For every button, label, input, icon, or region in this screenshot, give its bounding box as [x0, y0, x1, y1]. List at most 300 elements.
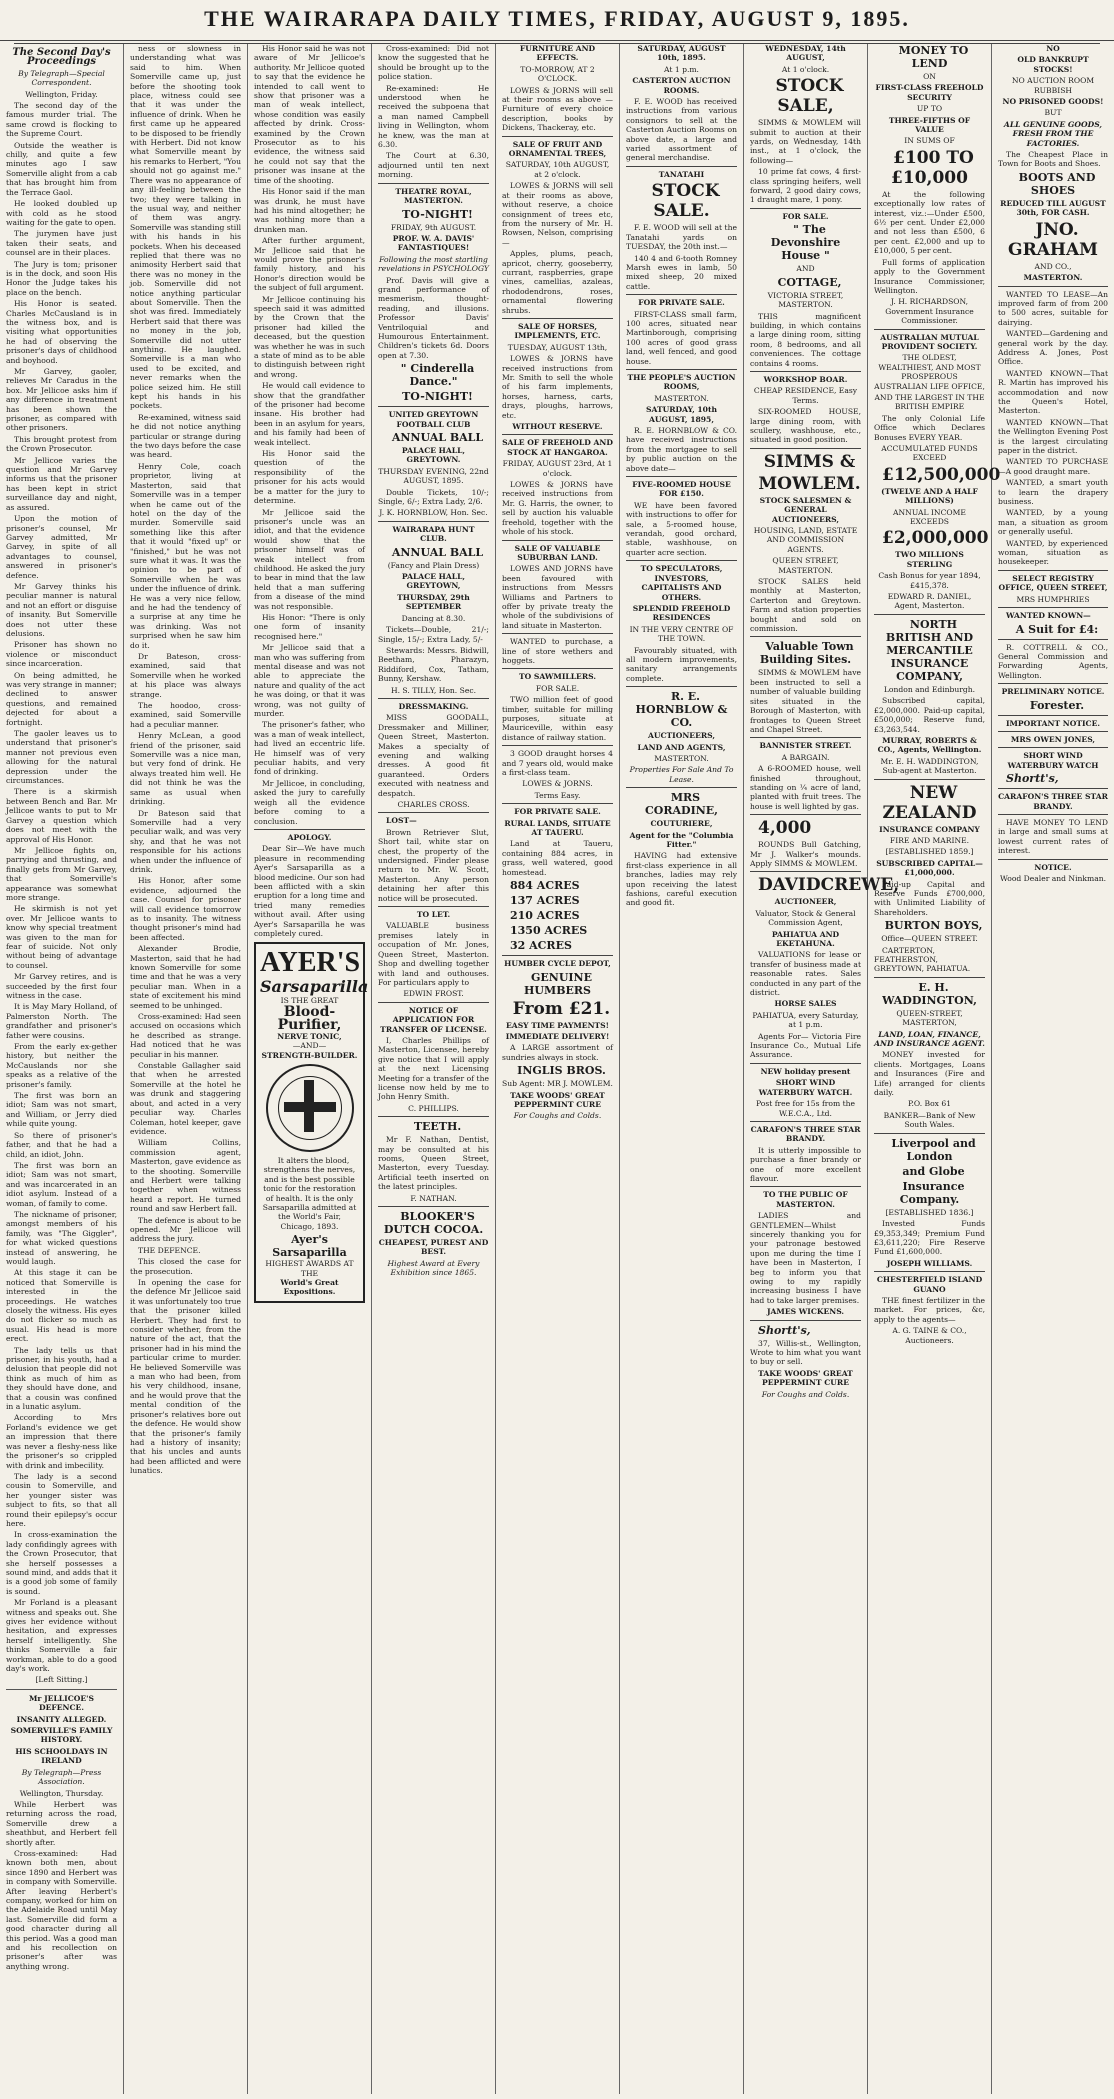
dressmaking-sign: CHARLES CROSS.: [397, 800, 470, 809]
sale-date: SATURDAY, 10th AUGUST, at 2 o'clock.: [505, 160, 610, 179]
column-1: [0, 44, 124, 2094]
coradine-agent: Agent for the "Columbia Fitter.": [629, 830, 734, 849]
speculators-title: TO SPECULATORS, INVESTORS, CAPITALISTS AND OTHERS.: [640, 564, 723, 602]
dateline: Wellington, Friday.: [25, 89, 98, 99]
theatre-tonight: TO-NIGHT!: [402, 207, 473, 221]
nz-agents-sub: Office—QUEEN STREET.: [881, 934, 978, 944]
nz-sub2: FIRE AND MARINE.: [889, 835, 970, 845]
woods-coughs-2: For Coughs and Colds.: [761, 1389, 850, 1399]
column-2: [124, 44, 248, 2094]
article-paragraph: The first was born an idiot; Sam was not smart, and William, or Jerry died while quite young.: [6, 1091, 117, 1129]
wanted-item: WANTED KNOWN—That the Wellington Evening Post is the largest circulating paper in the district.: [998, 417, 1108, 455]
cycle-title: HUMBER CYCLE DEPOT,: [504, 959, 611, 969]
public-notice: [750, 1186, 861, 1316]
coradine-ad: [626, 787, 737, 908]
shortts-ad: [750, 1320, 861, 1399]
article-paragraph: At this stage it can be noticed that Somerville is interested in the proceedings. He watches closely the witness. His eyes do not flicker so much as usual. His head is more erect.: [6, 1268, 117, 1344]
nz-agents: BURTON BOYS,: [884, 919, 983, 933]
divider: [6, 1689, 117, 1690]
davidcrewe-sub: AUCTIONEER,: [774, 897, 837, 907]
graham-place: MASTERTON.: [1023, 273, 1083, 283]
column-7: [744, 44, 900, 2094]
column-5: [496, 44, 620, 2094]
article-paragraph: His Honor said the question of the responsibility of the prisoner for his acts would be a matter for the jury to determine.: [254, 449, 365, 506]
simms-sub2: HOUSING, LAND, ESTATE AND COMMISSION AGENTS.: [753, 526, 858, 554]
hornblow-title: R. E. HORNBLOW & CO.: [635, 690, 728, 730]
sawmillers-title: TO SAWMILLERS.: [518, 672, 597, 682]
goods-text: 3 GOOD draught horses 4 and 7 years old, would make a first-class team.: [502, 749, 613, 778]
wanted-text: WANTED to purchase, a line of store wethers and hoggets.: [502, 637, 613, 665]
auction-rooms-date: SATURDAY, 10th AUGUST, 1895,: [646, 405, 717, 424]
exposition-seal-icon: [266, 1064, 354, 1152]
ayer-footer-brand: Ayer's Sarsaparilla: [272, 1233, 347, 1260]
teeth-sign: F. NATHAN.: [410, 1193, 457, 1203]
rural-text: Land at Taueru, containing 884 acres, in grass, well watered, good homestead.: [502, 839, 613, 877]
heading-defence: Mr JELLICOE'S DEFENCE.: [29, 1693, 94, 1713]
hornblow-sub2: LAND AND AGENTS,: [637, 742, 726, 752]
saturday-title: SATURDAY, AUGUST 10th, 1895.: [637, 44, 726, 63]
private-text: FIRST-CLASS small farm, 100 acres, situated near Martinborough, comprising 100 acres of good grass land, well fenced, and good house.: [626, 309, 737, 366]
amp-text: The only Colonial Life Office which Declares Bonuses EVERY YEAR.: [874, 413, 985, 442]
davidcrewe-place: PAHIATUA AND EKETAHUNA.: [771, 929, 840, 948]
auction-rooms-sub: MASTERTON.: [654, 393, 709, 403]
hunt-venue: PALACE HALL, GREYTOWN,: [401, 572, 466, 591]
money-ad: [998, 814, 1108, 856]
without-reserve: WITHOUT RESERVE.: [512, 422, 603, 432]
bannister-text: A 6-ROOMED house, well finished throughout, standing on ¼ acre of land, planted with fruit trees. The house is well lighted by gas.: [750, 764, 861, 811]
article-body: [6, 101, 117, 1673]
tanatahi-sale-ad: [626, 166, 737, 291]
lost-ad: [378, 812, 489, 903]
waddington-place: QUEEN-STREET, MASTERTON,: [896, 1008, 963, 1028]
wood-dealer: Wood Dealer and Ninkman.: [999, 874, 1107, 883]
speculators-sub2: IN THE VERY CENTRE OF THE TOWN.: [629, 624, 734, 644]
cycle-sub: GENUINE HUMBERS: [524, 970, 592, 997]
teeth-title: TEETH.: [413, 1120, 462, 1134]
hunt-note: (Fancy and Plain Dress): [387, 560, 480, 570]
terms-easy: Terms Easy.: [534, 790, 581, 800]
goods-ad: [502, 745, 613, 800]
hunt-tickets: Tickets—Double, 21/-; Single, 15/-; Extra Lady, 5/-: [378, 625, 489, 644]
cottrell-text: R. COTTRELL & CO., General Commission and Forwarding Agents, Wellington.: [998, 642, 1108, 680]
cycle-price: From £21.: [512, 998, 611, 1019]
graham-old: OLD BANKRUPT STOCKS!: [1017, 55, 1089, 74]
notice-title: NOTICE OF APPLICATION FOR TRANSFER OF LICENSE.: [380, 1005, 487, 1034]
article-paragraph: Re-examined, witness said he did not notice anything particular or strange during the two days before the case was heard.: [130, 412, 241, 460]
owen-title: MRS OWEN JONES,: [1010, 734, 1096, 744]
wednesday-time: At 1 o'clock.: [781, 64, 830, 74]
apology-title: APOLOGY.: [287, 832, 332, 842]
article-paragraph: Mr Jellicoe continuing his speech said it was admitted by the Crown that the prisoner had killed the deceased, but the question was whether he was in such a state of mind as to be able to distinguish between right and wrong.: [254, 294, 365, 379]
amp-society-ad: [874, 329, 1001, 611]
article-paragraph: His Honor said if the man was drunk, he must have had his mind altogether; he was nothing more than a drunken man.: [254, 187, 365, 234]
registry-ad: [998, 570, 1108, 604]
hunt-sec: H. S. TILLY, Hon. Sec.: [390, 685, 476, 695]
article-paragraph: He looked doubled up with cold as he stood waiting for the gate to open.: [6, 199, 117, 227]
wanted-item: WANTED, by a young man, a situation as groom or generally useful.: [998, 508, 1108, 537]
nz-sub: INSURANCE COMPANY: [879, 824, 980, 834]
workshop-ad: [750, 371, 861, 445]
money-to-lend-ad: [874, 44, 985, 326]
nbm-local: Mr. E. H. WADDINGTON, Sub-agent at Masterton.: [880, 756, 979, 776]
graham-prisoned: NO PRISONED GOODS!: [1002, 97, 1104, 107]
article-paragraph: William Collins, commission agent, Masterton, gave evidence as to the shooting. Somerville and Herbert were talking together when witness heard a report. He turned round and saw Herbert fall.: [130, 1138, 241, 1214]
devonshire-text: THIS magnificent building, in which contains a large dining room, sitting room, 8 bedrooms, and all conveniences. The cottage contains 4 rooms.: [750, 311, 861, 368]
cycle-easy: EASY TIME PAYMENTS!: [506, 1020, 609, 1030]
important-title: IMPORTANT NOTICE.: [1005, 718, 1101, 728]
workshop-text: SIX-ROOMED HOUSE, large dining room, with scullery, washhouse, etc., situated in good position.: [750, 407, 861, 445]
money-in-sums: IN SUMS OF: [904, 136, 955, 146]
article-paragraph: The first was born an idiot; Sam was not smart, and was incarcerated in an idiot asylum. Instead of a woman, of family to come.: [6, 1160, 117, 1208]
column-9: [992, 44, 1114, 2094]
brandy-text: It is utterly impossible to purchase a finer brandy or one of more excellent flavour.: [750, 1145, 861, 1183]
devonshire-for-sale: FOR SALE.: [782, 211, 829, 221]
govt-sign: J. H. RICHARDSON, Government Insurance Commissioner.: [885, 297, 974, 326]
devonshire-ad: [750, 208, 861, 368]
license-notice: [378, 1002, 489, 1113]
shortts-addr: 37, Willis-st., Wellington, Wrote to him what you want to buy or sell.: [750, 1338, 861, 1367]
govt-text: Full forms of application apply to the Government Insurance Commissioner, Wellington.: [874, 257, 985, 295]
column-6: [620, 44, 744, 2094]
waterbury-sub: SHORT WIND WATERBURY WATCH.: [758, 1078, 853, 1097]
forester: Forester.: [1029, 698, 1085, 712]
ayer-product: Sarsaparilla: [260, 977, 369, 997]
heading-family: SOMERVILLE'S FAMILY HISTORY.: [10, 1726, 113, 1745]
hornblow-ad: [626, 686, 737, 784]
nz-places: CARTERTON, FEATHERSTON, GREYTOWN, PAHIATUA.: [874, 945, 971, 974]
ayer-line1: Blood-Purifier,: [277, 1003, 342, 1033]
dalefield-text: ROUNDS Bull Gatching, Mr J. Walker's mounds. Apply SIMMS & MOWLEM.: [750, 840, 861, 868]
article-paragraph: While Herbert was returning across the road, Somerville drew a sheathbut, and Herbert fell shortly after.: [6, 1799, 117, 1847]
graham-but: BUT: [1044, 108, 1062, 118]
dressmaking-ad: [378, 698, 489, 809]
cocoa-ad: [378, 1206, 489, 1278]
guano-sign: A. G. TAINE & CO., Auctioneers.: [892, 1326, 967, 1345]
dressmaking-title: DRESSMAKING.: [398, 701, 469, 711]
article-paragraph: Prisoner has shown no violence or misconduct since incarceration.: [6, 640, 117, 669]
ball-venue: PALACE HALL, GREYTOWN.: [401, 446, 466, 465]
speculators-ad: [626, 560, 737, 683]
building-sites-ad: [750, 636, 861, 734]
article-paragraph: He skirmish is not yet over. Mr Jellicoe wants to know why special treatment was given to the man for fear of suicide. Not only without being of advantage to counsel.: [6, 904, 117, 970]
waddington-ad: [874, 977, 985, 1130]
devonshire-place: VICTORIA STREET, MASTERTON.: [767, 290, 844, 310]
article-paragraph: He would call evidence to show that the grandfather of the prisoner had become insane. His brother had been in an asylum for years, and his family had been of weak intellect.: [254, 381, 365, 447]
cycle-immediate: IMMEDIATE DELIVERY!: [505, 1031, 610, 1041]
article-paragraph: Cross-examined: Had known both men, about since 1890 and Herbert was in company with Somerville. After leaving Herbert's company, worked for him on the Adelaide Road until May last. Somerville did form a good character during all this period. Was a good man and his recollection on prisoner's after was anything wrong.: [6, 1848, 117, 1971]
article-paragraph: The prisoner's father, who was a man of weak intellect, had lived an eccentric life. He himself was of very peculiar habits, and very fond of drinking.: [254, 720, 365, 777]
article-paragraph: The jurymen have just taken their seats, and counsel are in their places.: [6, 229, 117, 258]
bannister-title: BANNISTER STREET.: [759, 741, 852, 751]
article-paragraph: Mr Garvey thinks his peculiar manner is natural and not an effort or disguise of insanity. But Somerville does not utter these delusions.: [6, 581, 117, 638]
bannister-sub: A BARGAIN.: [781, 752, 830, 762]
simms-text: STOCK SALES held monthly at Masterton, Carterton and Greytown. Farm and station properties bought and sold on commission.: [750, 577, 861, 634]
dalefield-amount: 4,000: [758, 818, 812, 839]
notice-sign: C. PHILLIPS.: [408, 1103, 459, 1113]
coradine-sub: COUTURIERE,: [650, 819, 713, 829]
cocoa-text: Highest Award at Every Exhibition since 1865.: [387, 1258, 480, 1278]
article-paragraph: Mr Forland is a pleasant witness and speaks out. She gives her evidence without hesitation, and expresses herself intelligently. She thinks Somerville a fair workman, able to do a good day's work.: [6, 1598, 117, 1674]
article-paragraph: The lady is a second cousin to Somerville, and her younger sister was subject to fits, so that all round their epilepsy's occur here.: [6, 1471, 117, 1528]
article-body-2: [6, 1800, 117, 1971]
implements-title: SALE OF HORSES, IMPLEMENTS, ETC.: [514, 321, 601, 341]
waddington-title: E. H. WADDINGTON,: [882, 980, 977, 1007]
amp-funds-words: (TWELVE AND A HALF MILLIONS): [881, 486, 978, 506]
simms-sub: STOCK SALESMEN & GENERAL AUCTIONEERS,: [759, 495, 852, 524]
owen-jones-ad: [998, 731, 1108, 744]
graham-genuine: ALL GENUINE GOODS, FRESH FROM THE FACTORIES.: [1003, 119, 1103, 148]
article-paragraph: His Honor, after some evidence, adjourned the case. Counsel for prisoner will call evidence tomorrow as to insanity. The witness thought prisoner's mind had been affected.: [130, 876, 241, 942]
ayers-sarsaparilla-ad: [254, 942, 369, 1303]
goods-sign: LOWES & JORNS.: [522, 779, 593, 789]
liverpool-sub: and Globe: [902, 1164, 965, 1178]
article-paragraph: Re-examined: He understood when he received the subpoena that a man named Campbell living in Wellington, whom he knew, was the man at 6.30.: [378, 83, 489, 150]
theatre-act: PROF. W. A. DAVIS' FANTASTIQUES!: [392, 233, 475, 253]
notice-ad: [998, 859, 1108, 884]
article-paragraph: Cross-examined: Had seen accused on occasions which he described as strange. Had noticed that he was peculiar in his manner.: [130, 1012, 241, 1059]
guano-text: THE finest fertilizer in the market. For prices, &c, apply to the agents—: [874, 1295, 985, 1324]
article-paragraph: Alexander Brodie, Masterton, said that he had known Somerville for some time and that he was a very peculiar man. When in a state of excitement his mind seemed to be unhinged.: [130, 944, 241, 1010]
rural-lands-ad: [502, 803, 613, 952]
theatre-cinderella: " Cinderella Dance.": [400, 362, 475, 389]
money-amount: £100 TO £10,000: [891, 147, 974, 188]
freehold-date: FRIDAY, AUGUST 23rd, At 1 o'clock.: [502, 459, 613, 478]
graham-reduced: REDUCED TILL AUGUST 30th, FOR CASH.: [1000, 198, 1106, 218]
ball-club: UNITED GREYTOWN FOOTBALL CLUB: [388, 410, 479, 429]
article-paragraph: ness or slowness in understanding what was said to him. When Somerville came up, just before the shooting took place, witness could see that it was under the influence of drink. When he first came up he appeared to be disposed to be friendly with Herbert. Did not know what Somerville meant by his remarks to Herbert, "You should not go against me." There was no appearance of any ill-feeling between the two; they were talking in the usual way, and neither of them was angry. Somerville was standing still with his hands in his pockets. When his deceased replied that there was no animosity Herbert said that there was no money in the job. Somerville did not notice anything particular about Somerville. Then the shot was fired. Immediately Herbert said that there was no money in the job, Somerville did not utter anything. He laughed. Somerville is a man who used to be excited, and never remarks when the police seized him. He still kept his hands in his pockets.: [130, 44, 241, 411]
implements-date: TUESDAY, AUGUST 13th,: [507, 342, 608, 352]
cottrell-ad: [998, 639, 1108, 681]
horse-sales-title: HORSE SALES: [774, 999, 837, 1009]
suit-ad: [998, 607, 1108, 635]
nbm-title: NORTH BRITISH AND MERCANTILE INSURANCE COMPANY,: [885, 617, 974, 683]
horse-sales-text: PAHIATUA, every Saturday, at 1 p.m.: [752, 1010, 859, 1030]
woods-cure: TAKE WOODS' GREAT PEPPERMINT CURE: [510, 1090, 605, 1109]
masthead-title: THE WAIRARAPA DAILY TIMES, FRIDAY, AUGUST 9, 1895.: [204, 6, 910, 31]
guano-ad: [874, 1271, 985, 1345]
building-title: Valuable Town Building Sites.: [759, 640, 854, 667]
amp-bonus: Cash Bonus for year 1894, £415,378.: [878, 571, 981, 590]
nbm-text: Subscribed capital, £2,000,000. Paid-up capital, £500,000; Reserve fund, £3,263,544.: [874, 696, 985, 734]
article-paragraph: Henry Cole, coach proprietor, living at Masterton, said that Somerville was in a temper when he came out of the hotel on the day of the murder. Somerville said something like this after that it would "fixed up" or "finished," but he was not sure what it was. It was the opinion to be part of Somerville when he was under the influence of drink. He was a very nice fellow, and he had the tendency of a surprise at any time he was drinking. Was not surprised when he saw him do it.: [130, 461, 241, 650]
implements-ad: [502, 318, 613, 431]
hunt-title: WAIRARAPA HUNT CLUB.: [392, 524, 475, 544]
graham-boots-ad: [998, 44, 1108, 283]
workshop-sub: CHEAP RESIDENCE, Easy Terms.: [753, 386, 858, 405]
suit-wanted: WANTED KNOWN—: [1006, 611, 1091, 621]
cottage-title: FIVE-ROOMED HOUSE FOR £150.: [632, 480, 731, 499]
article-paragraph: Mr Garvey retires, and is succeeded by the first four witness in the case.: [6, 972, 117, 1000]
article-paragraph: Mr Jellicoe said the prisoner's uncle was an idiot, and that the evidence would show that the prisoner himself was of weak intellect from childhood. He asked the jury to bear in mind that the law held that a man suffering from a disease of the mind was not responsible.: [254, 507, 365, 611]
column-3: [248, 44, 372, 2094]
ball-date: THURSDAY EVENING, 22nd AUGUST, 1895.: [378, 466, 489, 486]
freehold-ad: [502, 434, 613, 536]
apology-ad: [254, 829, 365, 938]
tanatahi-list: 140 4 and 6-tooth Romney Marsh ewes in lamb, 50 mixed sheep, 20 mixed cattle.: [626, 253, 737, 291]
article-paragraph: Constable Gallagher said that when he arrested Somerville at the hotel he was drunk and staggering about, and acted in a very peculiar way. Charles Coleman, hotel keeper, gave evidence.: [130, 1061, 241, 1136]
money-sub: FIRST-CLASS FREEHOLD SECURITY: [875, 83, 984, 102]
ayer-brand: AYER'S: [260, 947, 361, 979]
article-paragraph: Upon the motion of prisoner's counsel, Mr Garvey admitted, Mr Garvey, in spite of all advantages to counsel, answered in prisoner's defence.: [6, 514, 117, 580]
sale-title: SALE OF FRUIT AND ORNAMENTAL TREES,: [508, 139, 607, 159]
article-paragraph: The defence is about to be opened. Mr Jellicoe will address the jury.: [130, 1215, 241, 1244]
article-paragraph: The second day of the famous murder trial. The same crowd is flocking to the Supreme Court.: [6, 101, 117, 139]
money-text: At the following exceptionally low rates of interest, viz.:—Under £500, 6½ per cent. Under £2,000 and not less than £500, 6 per cent. £2,000 and up to £10,000, 5 per cent.: [874, 189, 985, 256]
article-paragraph: So there of prisoner's father, and that he had a child, an idiot, John.: [6, 1130, 117, 1159]
sawmillers-text: TWO million feet of good timber, suitable for milling purposes, situate at Mauriceville, within easy distance of railway station.: [502, 695, 613, 742]
lost-title: LOST—: [386, 816, 417, 826]
ayer-award: HIGHEST AWARDS AT THE: [265, 1259, 354, 1278]
private-title: FOR PRIVATE SALE.: [638, 298, 725, 308]
money-on: ON: [923, 72, 936, 81]
article-paragraph: Dr Bateson said that Somerville had a very peculiar walk, and was very shy, and that he was not responsible for his actions when under the influence of drink.: [130, 808, 241, 874]
byline: By Telegraph—Special Correspondent.: [18, 68, 105, 88]
to-let-title: TO LET.: [416, 910, 451, 920]
cycle-sub-agent: Sub Agent: MR J. MOWLEM.: [502, 1079, 613, 1089]
lost-text: Brown Retriever Slut, Short tail, white star on chest, the property of the undersigned. Finder please return to Mr. W. Scott, Masterton. Any person detaining her after this notice will be prosecuted.: [378, 827, 489, 903]
waddington-po: P.O. Box 61: [907, 1099, 952, 1109]
article-paragraph: This brought protest from the Crown Prosecutor.: [6, 434, 117, 454]
teeth-ad: [378, 1116, 489, 1203]
waterbury-text: Post free for 15s from the W.E.C.A., Ltd.: [755, 1099, 856, 1118]
davidcrewe-text: VALUATIONS for lease or transfer of business made at reasonable rates. Sales conducted in any part of the district.: [750, 950, 861, 998]
davidcrewe-ad: [750, 871, 900, 1060]
waddington-bank: BANKER—Bank of New South Wales.: [883, 1110, 976, 1130]
heading-insanity: INSANITY ALLEGED.: [16, 1714, 107, 1724]
davidcrewe-sub2: Valuator, Stock & General Commission Agent,: [755, 908, 856, 928]
waterbury-title: NEW holiday present: [760, 1066, 851, 1076]
private-sale-ad: [626, 294, 737, 366]
simms-title2: MOWLEM.: [758, 473, 861, 494]
article-paragraph: His Honor: "There is only one form of insanity recognised here.": [254, 612, 365, 641]
ayer-fairs: World's Great Expositions.: [280, 1278, 339, 1297]
hornblow-place: MASTERTON.: [654, 753, 709, 763]
cycle-agent: INGLIS BROS.: [517, 1064, 606, 1078]
tanatahi-title: STOCK SALE.: [651, 181, 720, 222]
wednesday-sale: STOCK SALE,: [775, 76, 844, 117]
waterbury-ad: [750, 1063, 861, 1118]
money-three-fifths: THREE-FIFTHS OF VALUE: [888, 115, 971, 135]
theatre-date: FRIDAY, 9th AUGUST.: [390, 222, 477, 232]
article-paragraph: Dr Bateson, cross-examined, said that Somerville when he worked at his place was always strange.: [130, 652, 241, 699]
nz-title: NEW ZEALAND: [882, 782, 977, 823]
hunt-ball: ANNUAL BALL: [391, 545, 484, 559]
hunt-date: THURSDAY, 29th SEPTEMBER: [397, 592, 470, 612]
graham-no: NO: [1046, 44, 1060, 53]
furniture-ad: [502, 44, 613, 133]
coradine-text: HAVING had extensive first-class experience in all branches, ladies may rely upon receiving the latest fashions, careful execution and good fit.: [626, 851, 737, 908]
furniture-text: LOWES & JORNS will sell at their rooms as above — Furniture of every choice description, books by Dickens, Thackeray, etc.: [502, 85, 613, 133]
saturday-time: At 1 p.m.: [664, 64, 699, 74]
to-let-sign: EDWIN FROST.: [403, 989, 464, 999]
amp-income: £2,000,000: [882, 528, 989, 549]
devonshire-and: AND: [796, 264, 815, 274]
article-paragraph: The hoodoo, cross-examined, said Somerville had a peculiar manner.: [130, 701, 241, 729]
article-paragraph: From the early ex-gether history, but neither the McCauslands nor she speaks as a relative of the prisoner's family.: [6, 1042, 117, 1089]
apology-text: Dear Sir—We have much pleasure in recommending Ayer's Sarsaparilla as a blood medicine. Our son had been afflicted with a skin eruption for a long time and tried many remedies without avail. After using Ayer's Sarsaparilla he was completely cured.: [254, 844, 365, 938]
humber-cycle-ad: [502, 955, 613, 1121]
waddington-text: MONEY invested for clients. Mortgages, Loans and Insurances (Fire and Life) arranged for clients daily.: [874, 1050, 985, 1098]
public-text: LADIES and GENTLEMEN—Whilst sincerely thanking you for your patronage bestowed upon me during the time I have been in Masterton, I beg to inform you that owing to my rapidly increasing business I have had to take larger premises.: [750, 1211, 861, 1305]
theatre-tonight-2: TO-NIGHT!: [402, 390, 473, 404]
building-text: SIMMS & MOWLEM have been instructed to sell a number of valuable building sites situated in the Borough of Masterton, with frontages to Queen Street and Chapel Street.: [750, 668, 861, 734]
article-paragraph: It is May Mary Holland, of Palmerston North. The grandfather and prisoner's father were cousins.: [6, 1002, 117, 1040]
byline-2: By Telegraph—Press Association.: [21, 1767, 102, 1787]
north-british-ad: [874, 614, 985, 776]
coradine-title: MRS CORADINE,: [645, 791, 718, 818]
article-body: [130, 44, 241, 1476]
to-let-ad: [378, 906, 489, 999]
implements-text: LOWES & JORNS have received instructions from Mr. Smith to sell the whole of his farm implements, horses, harness, carts, drays, ploughs, harrows, etc.: [502, 354, 613, 420]
article-paragraph: Mr Garvey, gaoler, relieves Mr Caradus in the box. Mr Jellicoe asks him if any difference in treatment has been shown the prisoner, as compared with other prisoners.: [6, 367, 117, 433]
liverpool-sub2: Insurance Company.: [899, 1179, 965, 1206]
freehold-title: SALE OF FREEHOLD AND STOCK AT HANGAROA.: [502, 438, 613, 457]
nz-text: Paid-up Capital and Reserve Funds £700,000, with Unlimited Liability of Shareholders.: [874, 879, 985, 917]
article-paragraph: The gaoler leaves us to understand that prisoner's manner not previous even allowing for the natural depression under the circumstances.: [6, 729, 117, 786]
hunt-stewards: Stewards: Messrs. Bidwill, Beetham, Pharazyn, Riddiford, Cox, Tatham, Bunny, Kershaw.: [378, 645, 489, 684]
simms-mowlem-ad: [750, 448, 861, 634]
wanted-item: WANTED TO PURCHASE—A good draught mare.: [998, 457, 1108, 476]
article-paragraph: His Honor is seated. Charles McCausland is in the witness box, and is visiting what opportunities he had of observing the prisoner's days of childhood and boyhood.: [6, 299, 117, 365]
suburban-text: LOWES AND JORNS have been favoured with instructions from Messrs Williams and Partners to offer by private treaty the whole of the subdivisions of land situate in Masterton.: [502, 564, 613, 630]
liverpool-agent: JOSEPH WILLIAMS.: [886, 1258, 973, 1268]
auction-rooms-ad: [626, 369, 737, 473]
acres-4: 1350 ACRES: [510, 924, 588, 938]
furniture-sub: TO-MORROW, AT 2 O'CLOCK.: [520, 64, 595, 84]
nbm-agents: MURRAY, ROBERTS & CO., Agents, Wellington.: [877, 735, 982, 755]
article-paragraph: Cross-examined: Did not know the suggested that he should be brought up to the police station.: [378, 44, 489, 82]
brandy-ad-2: [998, 788, 1108, 811]
brandy-ad: [750, 1121, 861, 1183]
devonshire-cottage: COTTAGE,: [777, 275, 842, 289]
column-8: [868, 44, 1001, 2094]
sale-text: LOWES & JORNS will sell at their rooms as above, without reserve, a choice consignment of trees etc, from the nursery of Mr. H. Rowsen, Nelson, comprising—: [502, 181, 613, 247]
acres-5: 32 ACRES: [510, 939, 572, 953]
amp-agent: EDWARD R. DANIEL, Agent, Masterton.: [887, 592, 972, 611]
preliminary-title: PRELIMINARY NOTICE.: [1001, 687, 1105, 697]
registry-sub: MRS HUMPHRIES: [1016, 594, 1090, 604]
wanted-item: WANTED TO LEASE—An improved farm of from 200 to 500 acres, suitable for dairying.: [998, 289, 1108, 327]
dateline-2: Wellington, Thursday.: [19, 1788, 104, 1798]
article-paragraph: Henry McLean, a good friend of the prisoner, said Somerville was a nice man, but very fond of drink. He always treated him well. He did not think he was the same as usual when drinking.: [130, 731, 241, 807]
auction-rooms-text: R. E. HORNBLOW & CO. have received instructions from the mortgagee to sell by public auction on the above date—: [626, 426, 737, 473]
waterbury-title-2: SHORT WIND WATERBURY WATCH: [1007, 751, 1099, 770]
saturday-text: F. E. WOOD has received instructions from various consignors to sell at the Casterton Auction Rooms on above date, a large and varied assortment of general merchandise.: [626, 97, 737, 163]
heading-schooldays: HIS SCHOOLDAYS IN IRELAND: [15, 1746, 108, 1766]
liverpool-est: [ESTABLISHED 1836.]: [885, 1207, 974, 1217]
theatre-sub: Following the most startling revelations in PSYCHOLOGY: [378, 254, 489, 274]
amp-funds: £12,500,000: [882, 464, 1001, 485]
woods-cure-2: TAKE WOODS' GREAT PEPPERMINT CURE: [758, 1368, 853, 1388]
ball-ad: [378, 406, 489, 518]
article-paragraph: The Court at 6.30, adjourned until ten next morning.: [378, 151, 489, 180]
liverpool-title: Liverpool and London: [891, 1136, 976, 1163]
nz-est: [ESTABLISHED 1859.]: [885, 847, 974, 857]
waddington-line: LAND, LOAN, FINANCE, AND INSURANCE AGENT.: [874, 1029, 985, 1049]
important-notice: [998, 715, 1108, 728]
amp-income-words: TWO MILLIONS STERLING: [895, 550, 964, 569]
article-paragraph: In cross-examination the lady confidingly agrees with the Crown Prosecutor, that she herself possesses a sound mind, and adds that it is a good job some of family is sound.: [6, 1530, 117, 1596]
graham-title: JNO. GRAHAM: [1008, 219, 1098, 260]
bannister-ad: [750, 737, 861, 811]
article-paragraph: On being admitted, he was very strange in manner; declined to answer questions, and remained dejected for about a fortnight.: [6, 670, 117, 727]
saturday-place: CASTERTON AUCTION ROOMS.: [632, 76, 731, 95]
article-body: [378, 44, 489, 180]
theatre-text: Prof. Davis will give a grand performance of mesmerism, thought-reading, and illusions. Professor Davis' Ventriloquial and Humourous Entertainment. Children's tickets 6d. Doors open at 7.30.: [378, 275, 489, 360]
article-paragraph: After further argument, Mr Jellicoe said that he would prove the prisoner's family history, and his Honor's direction would be the subject of full argument.: [254, 236, 365, 293]
hunt-time: Dancing at 8.30.: [401, 613, 466, 623]
article-paragraph: Mr Jellicoe varies the question and Mr Garvey informs us that the prisoner has been kept in strict surveillance day and night, as assured.: [6, 455, 117, 512]
